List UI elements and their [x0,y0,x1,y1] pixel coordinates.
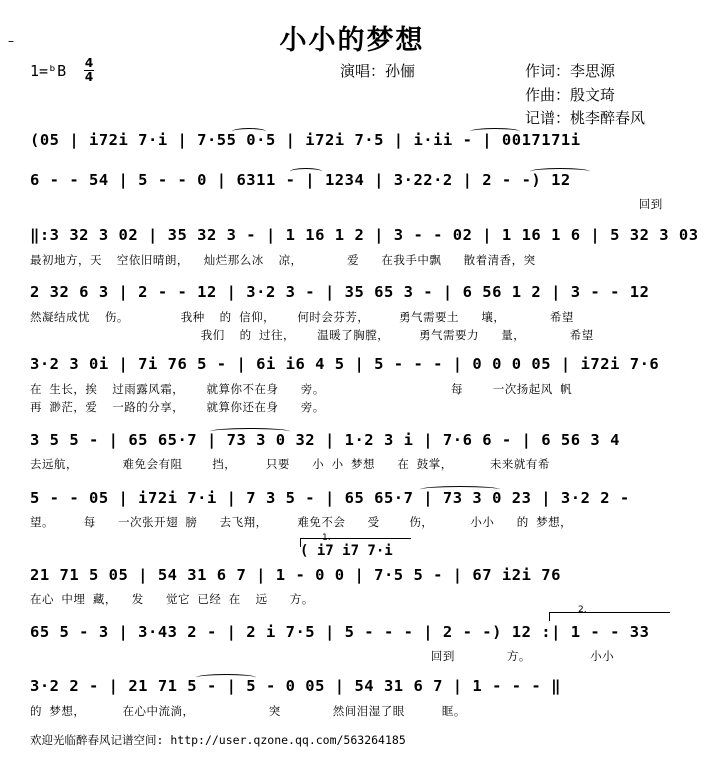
score-row-1: (05 | i72i 7·i | 7·55 0·5 | i72i 7·5 | i·ii - | 0017171i [30,131,581,149]
score-row-5: 3·2 3 0i | 7i 76 5 - | 6i i6 4 5 | 5 - - - | 0 0 0 05 | i72i 7·6 [30,355,660,373]
time-signature-bottom: 4 [84,70,94,84]
lyricist-credit: 作词：李思源 [525,62,616,80]
bracket-melody: ( i7 i7 7·i [300,543,393,559]
slur-mark [470,128,520,135]
singer-credit: 演唱：孙俪 [340,62,416,80]
lyric-line-5: 去远航， 难免会有阻 挡， 只要 小 小 梦想 在 鼓掌， 未来就有希 [30,457,550,471]
song-title: 小小的梦想 [279,25,425,56]
slur-mark [530,168,590,175]
score-row-9: 65 5 - 3 | 3·43 2 - | 2 i 7·5 | 5 - - - | 2 - -) 12 :| 1 - - 33 [30,623,650,641]
score-row-8: 21 71 5 05 | 54 31 6 7 | 1 - 0 0 | 7·5 5 - | 67 i2i 76 [30,566,561,584]
score-row-6: 3 5 5 - | 65 65·7 | 73 3 0 32 | 1·2 3 i | 7·6 6 - | 6 56 3 4 [30,431,620,449]
lyric-line-2: 最初地方，天 空依旧晴朗， 灿烂那么冰 凉， 爱 在我手中飘 散着清香，突 [30,253,536,267]
volta-bracket-2 [549,612,670,621]
lyric-line-9: 的 梦想， 在心中流淌， 突 然间泪湿了眼 眶。 [30,704,466,718]
score-row-2: 6 - - 54 | 5 - - 0 | 6311 - | 1234 | 3·22·2 | 2 - -) 12 [30,171,571,189]
lyric-line-7: 在心 中埋 藏， 发 觉它 已经 在 远 方。 [30,592,314,606]
transcriber-credit: 记谱：桃李醉春风 [525,109,646,127]
score-row-4: 2 32 6 3 | 2 - - 12 | 3·2 3 - | 35 65 3 - | 6 56 1 2 | 3 - - 12 [30,283,650,301]
volta-2-label: 2. [578,605,587,615]
time-signature [84,58,94,83]
lyric-line-1: 回到 [30,197,663,211]
composer-credit: 作曲：殷文琦 [525,86,616,104]
score-row-10: 3·2 2 - | 21 71 5 - | 5 - 0 05 | 54 31 6 7 | 1 - - - ‖ [30,677,561,695]
slur-mark [420,486,500,493]
volta-1-label: 1. [322,533,331,543]
lyric-line-6: 望。 每 一次张开翅 膀 去飞翔， 难免不会 受 伤， 小小 的 梦想， [30,515,573,529]
slur-mark [232,128,266,135]
slur-mark [196,674,256,681]
time-signature-top: 4 [84,56,94,70]
lyric-line-8: 回到 方。 小小 [30,649,615,663]
corner-dash: – [8,34,14,48]
lyric-line-3: 然凝结成忧 伤。 我种 的 信仰， 何时会芬芳， 勇气需要土 壤， 希望 我们 的 过往， 温暖了胸膛， 勇气需要力 量， 希望 [30,310,594,342]
slur-mark [210,428,290,435]
key-signature: 1=ᵇB [30,62,67,80]
slur-mark [290,168,322,175]
lyric-line-4: 在 生长，挨 过雨露风霜， 就算你不在身 旁。 每 一次扬起风 帆 再 渺茫，爱 一路的分享， 就算你还在身 旁。 [30,382,573,414]
score-row-3: ‖:3 32 3 02 | 35 32 3 - | 1 16 1 2 | 3 - - 02 | 1 16 1 6 | 5 32 3 03 [30,226,699,244]
footer-text: 欢迎光临醉春风记谱空间: http://user.qzone.qq.com/563264185 [30,733,406,747]
score-row-7: 5 - - 05 | i72i 7·i | 7 3 5 - | 65 65·7 | 73 3 0 23 | 3·2 2 - [30,489,630,507]
